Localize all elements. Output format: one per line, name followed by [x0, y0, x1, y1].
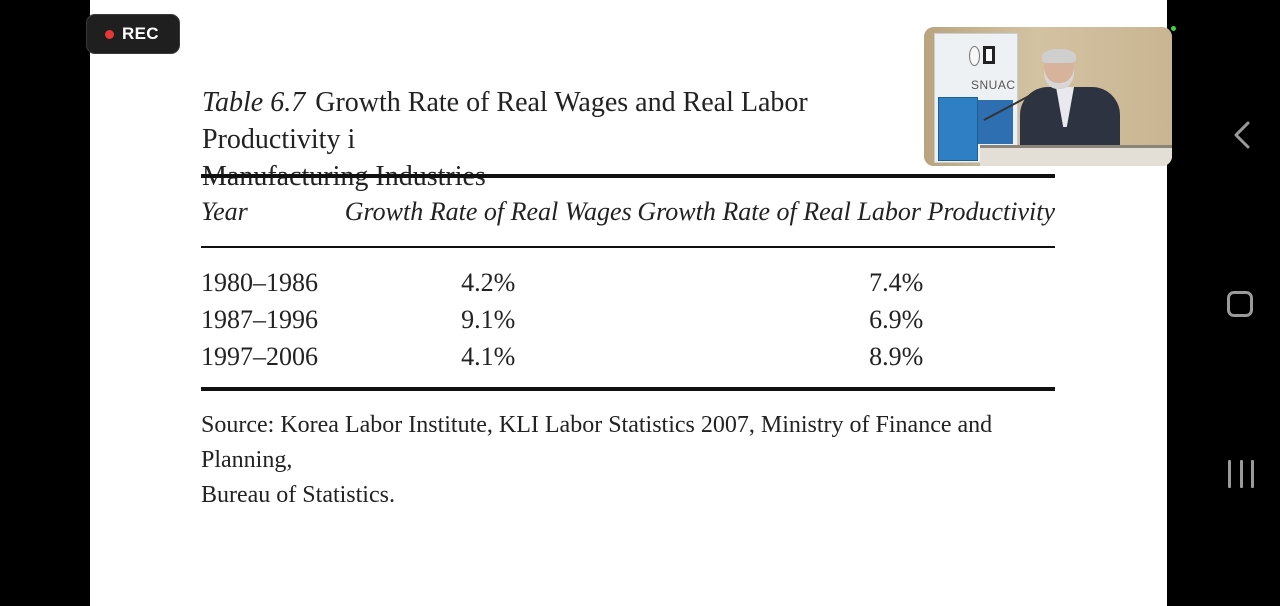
- table-title-line2: Manufacturing Industries: [202, 161, 486, 192]
- recent-apps-icon[interactable]: [1228, 460, 1254, 488]
- banner-logo: [969, 46, 995, 72]
- table-row: [201, 247, 1055, 301]
- banner-text: SNUAC: [971, 78, 1016, 92]
- cell-year: 1997–2006: [201, 341, 318, 371]
- speaker-video-tile[interactable]: [924, 27, 1172, 166]
- cell-wages: 4.1%: [461, 341, 516, 371]
- cell-wages: 9.1%: [461, 304, 516, 334]
- source-line-1: Source: Korea Labor Institute, KLI Labor Statistics 2007, Ministry of Finance and Planning,: [201, 412, 993, 473]
- chevron-left-icon[interactable]: [1230, 120, 1254, 150]
- podium: [980, 145, 1172, 166]
- source-line-2: Bureau of Statistics.: [201, 482, 395, 508]
- institute-logo-icon: [983, 46, 995, 64]
- cell-productivity: 8.9%: [869, 341, 924, 371]
- university-seal-icon: [969, 46, 980, 66]
- header-year: Year: [201, 197, 248, 226]
- recording-badge[interactable]: [86, 14, 180, 54]
- data-table: [201, 174, 1055, 391]
- cell-productivity: 7.4%: [869, 267, 924, 297]
- source-note: [201, 408, 1081, 513]
- header-productivity: Growth Rate of Real Labor Productivity: [637, 197, 1055, 226]
- table-number: Table 6.7: [202, 87, 306, 118]
- recent-apps-bar: [1240, 460, 1243, 488]
- home-square-icon[interactable]: [1227, 291, 1253, 317]
- cell-year: 1987–1996: [201, 304, 318, 334]
- table-header-row: [201, 176, 1055, 247]
- speaker-hair: [1042, 49, 1076, 63]
- camera-active-indicator-icon: [1171, 26, 1176, 31]
- cell-productivity: 6.9%: [869, 304, 924, 334]
- book-cover: [938, 97, 978, 161]
- table-title: Growth Rate of Real Wages and Real Labor Productivity i: [202, 87, 808, 155]
- recent-apps-bar: [1228, 460, 1231, 488]
- table-row: [201, 301, 1055, 338]
- table-row: [201, 338, 1055, 389]
- recent-apps-bar: [1251, 460, 1254, 488]
- cell-wages: 4.2%: [461, 267, 516, 297]
- recording-label: REC: [122, 24, 159, 43]
- recording-dot-icon: [105, 30, 114, 39]
- header-wages: Growth Rate of Real Wages: [344, 197, 632, 226]
- cell-year: 1980–1986: [201, 267, 318, 297]
